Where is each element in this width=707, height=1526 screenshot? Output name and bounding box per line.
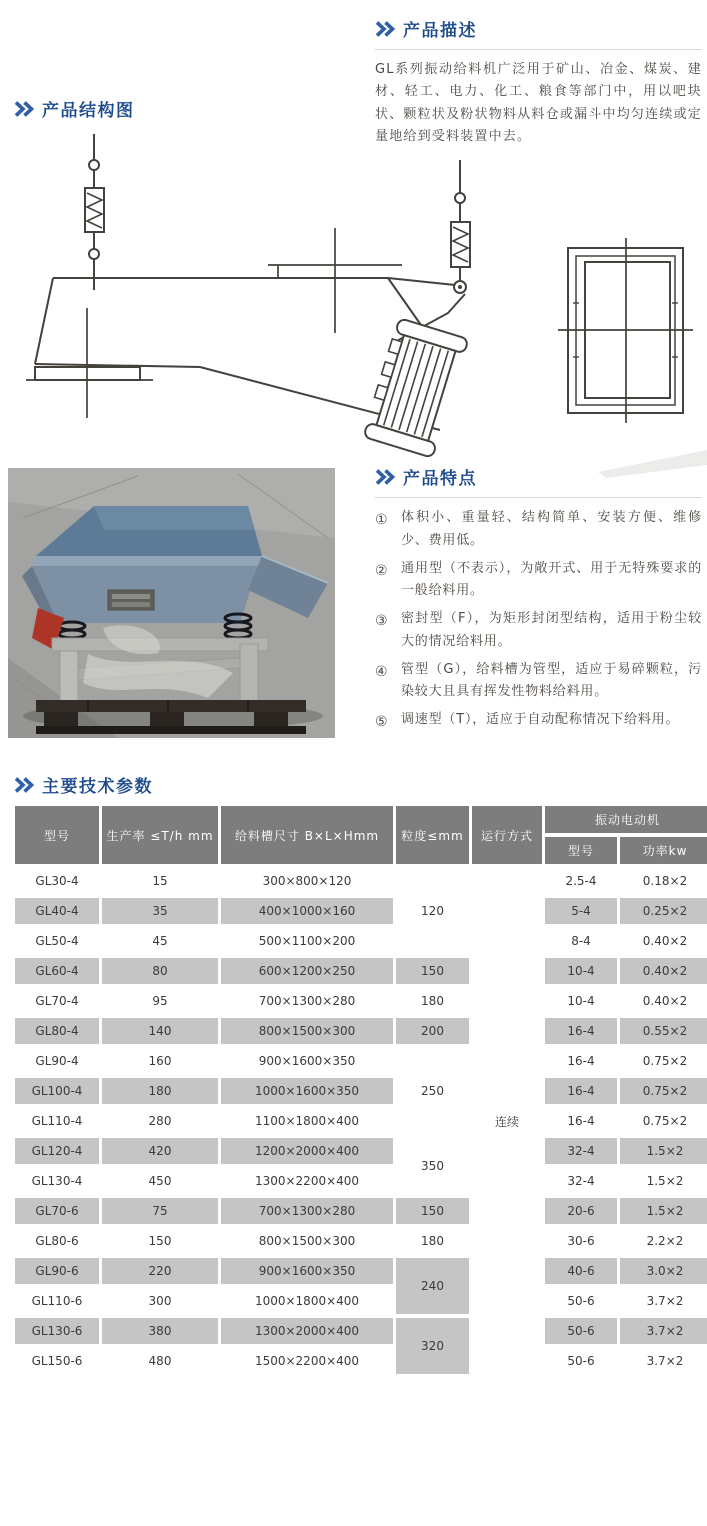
cell-capacity: 450 xyxy=(102,1168,218,1194)
feature-text: 体积小、重量轻、结构简单、安装方便、维修少、费用低。 xyxy=(401,510,702,548)
cell-power: 0.75×2 xyxy=(620,1078,707,1104)
cell-size: 1300×2000×400 xyxy=(221,1318,393,1344)
cell-capacity: 15 xyxy=(102,868,218,894)
cell-motor-model: 5-4 xyxy=(545,898,617,924)
features-title-row xyxy=(375,464,702,489)
cell-model: GL150-6 xyxy=(15,1348,99,1374)
cell-granularity: 320 xyxy=(396,1318,469,1374)
cell-capacity: 35 xyxy=(102,898,218,924)
cell-granularity: 120 xyxy=(396,868,469,954)
table-row xyxy=(15,958,707,984)
cell-capacity: 75 xyxy=(102,1198,218,1224)
cell-model: GL60-4 xyxy=(15,958,99,984)
cell-size: 1500×2200×400 xyxy=(221,1348,393,1374)
cell-motor-model: 2.5-4 xyxy=(545,868,617,894)
feature-text: 通用型（不表示），为敞开式、用于无特殊要求的一般给料用。 xyxy=(401,560,702,599)
cell-granularity: 200 xyxy=(396,1018,469,1044)
cell-motor-model: 10-4 xyxy=(545,988,617,1014)
cell-power: 0.75×2 xyxy=(620,1048,707,1074)
cell-power: 1.5×2 xyxy=(620,1168,707,1194)
table-row xyxy=(15,1198,707,1224)
product-photo xyxy=(8,468,335,738)
cell-capacity: 45 xyxy=(102,928,218,954)
cell-motor-model: 50-6 xyxy=(545,1288,617,1314)
double-chevron-icon xyxy=(375,21,396,37)
table-row xyxy=(15,1078,707,1104)
cell-size: 800×1500×300 xyxy=(221,1018,393,1044)
feature-item xyxy=(375,558,702,604)
cell-motor-model: 10-4 xyxy=(545,958,617,984)
title-underline xyxy=(375,49,702,50)
cell-model: GL110-6 xyxy=(15,1288,99,1314)
section-title-parameters: 主要技术参数 xyxy=(42,777,153,797)
cell-motor-model: 30-6 xyxy=(545,1228,617,1254)
cell-motor-model: 32-4 xyxy=(545,1168,617,1194)
cell-motor-model: 50-6 xyxy=(545,1348,617,1374)
cell-power: 1.5×2 xyxy=(620,1198,707,1224)
cell-motor-model: 8-4 xyxy=(545,928,617,954)
cell-size: 400×1000×160 xyxy=(221,898,393,924)
column-header-capacity: 生产率 ≤T/h mm xyxy=(102,806,218,864)
table-row xyxy=(15,988,707,1014)
cell-capacity: 180 xyxy=(102,1078,218,1104)
parameters-table-container xyxy=(12,802,695,1378)
feature-text: 密封型（F），为矩形封闭型结构，适用于粉尘较大的情况给料用。 xyxy=(401,611,702,649)
structure-title-row xyxy=(14,96,135,121)
cell-model: GL130-6 xyxy=(15,1318,99,1344)
section-title-structure: 产品结构图 xyxy=(42,101,135,121)
cell-model: GL30-4 xyxy=(15,868,99,894)
feature-text: 管型（G），给料槽为管型，适应于易碎颗粒，污染较大且具有挥发性物料给料用。 xyxy=(401,661,702,700)
structure-diagram-drawing xyxy=(10,130,700,462)
cell-mode: 连续 xyxy=(472,868,542,1374)
table-row xyxy=(15,1108,707,1134)
cell-size: 800×1500×300 xyxy=(221,1228,393,1254)
features-list xyxy=(375,507,702,735)
column-header-model: 型号 xyxy=(15,806,99,864)
parameters-table-header xyxy=(15,806,707,864)
cell-power: 1.5×2 xyxy=(620,1138,707,1164)
section-title-features: 产品特点 xyxy=(403,469,477,489)
double-chevron-icon xyxy=(375,469,396,485)
cell-model: GL120-4 xyxy=(15,1138,99,1164)
cell-granularity: 250 xyxy=(396,1048,469,1134)
cell-power: 0.40×2 xyxy=(620,988,707,1014)
description-title-row xyxy=(375,16,702,41)
feature-number: ④ xyxy=(375,663,388,680)
table-row xyxy=(15,868,707,894)
feature-item xyxy=(375,608,702,654)
table-row xyxy=(15,1168,707,1194)
feature-number: ⑤ xyxy=(375,714,388,730)
description-text: GL系列振动给料机广泛用于矿山、冶金、煤炭、建材、轻工、电力、化工、粮食等部门中，用以吧块状、颗粒状及粉状物料从料仓或漏斗中均匀连续或定量地给到受料装置中去。 xyxy=(375,62,702,145)
feature-text: 调速型（T），适应于自动配称情况下给料用。 xyxy=(401,712,680,727)
table-row xyxy=(15,928,707,954)
column-header-motor-group: 振动电动机 xyxy=(545,806,707,833)
cell-motor-model: 32-4 xyxy=(545,1138,617,1164)
cell-size: 300×800×120 xyxy=(221,868,393,894)
table-row xyxy=(15,1228,707,1254)
column-header-mode: 运行方式 xyxy=(472,806,542,864)
table-row xyxy=(15,898,707,924)
column-header-size: 给料槽尺寸 B×L×Hmm xyxy=(221,806,393,864)
table-row xyxy=(15,1048,707,1074)
table-row xyxy=(15,1318,707,1344)
cell-power: 0.18×2 xyxy=(620,868,707,894)
column-header-motor-model: 型号 xyxy=(545,837,617,864)
cell-power: 0.40×2 xyxy=(620,928,707,954)
cell-capacity: 150 xyxy=(102,1228,218,1254)
feature-number: ③ xyxy=(375,613,388,629)
cell-granularity: 180 xyxy=(396,988,469,1014)
cell-capacity: 300 xyxy=(102,1288,218,1314)
cell-power: 0.75×2 xyxy=(620,1108,707,1134)
cell-model: GL80-4 xyxy=(15,1018,99,1044)
cell-size: 1100×1800×400 xyxy=(221,1108,393,1134)
cell-capacity: 80 xyxy=(102,958,218,984)
cell-model: GL70-4 xyxy=(15,988,99,1014)
section-title-description: 产品描述 xyxy=(403,21,477,41)
cell-motor-model: 16-4 xyxy=(545,1108,617,1134)
cell-size: 1000×1800×400 xyxy=(221,1288,393,1314)
table-row xyxy=(15,1138,707,1164)
cell-motor-model: 40-6 xyxy=(545,1258,617,1284)
cell-size: 700×1300×280 xyxy=(221,1198,393,1224)
cell-motor-model: 20-6 xyxy=(545,1198,617,1224)
cell-size: 500×1100×200 xyxy=(221,928,393,954)
cell-power: 0.25×2 xyxy=(620,898,707,924)
parameters-table xyxy=(12,802,707,1378)
cell-model: GL50-4 xyxy=(15,928,99,954)
cell-size: 700×1300×280 xyxy=(221,988,393,1014)
feature-number: ② xyxy=(375,562,388,579)
cell-capacity: 380 xyxy=(102,1318,218,1344)
feature-number: ① xyxy=(375,512,388,528)
table-row xyxy=(15,1288,707,1314)
cell-size: 1300×2200×400 xyxy=(221,1168,393,1194)
cell-power: 3.7×2 xyxy=(620,1288,707,1314)
cell-capacity: 480 xyxy=(102,1348,218,1374)
cell-capacity: 280 xyxy=(102,1108,218,1134)
features-section xyxy=(375,464,702,740)
cell-motor-model: 50-6 xyxy=(545,1318,617,1344)
cell-size: 900×1600×350 xyxy=(221,1258,393,1284)
cell-power: 3.0×2 xyxy=(620,1258,707,1284)
column-header-granularity: 粒度≤mm xyxy=(396,806,469,864)
cell-model: GL90-6 xyxy=(15,1258,99,1284)
table-row xyxy=(15,1018,707,1044)
feature-item xyxy=(375,709,702,735)
table-row xyxy=(15,1348,707,1374)
cell-size: 1200×2000×400 xyxy=(221,1138,393,1164)
double-chevron-icon xyxy=(14,101,35,117)
cell-capacity: 95 xyxy=(102,988,218,1014)
cell-capacity: 420 xyxy=(102,1138,218,1164)
description-section xyxy=(375,16,702,148)
cell-granularity: 150 xyxy=(396,958,469,984)
cell-model: GL80-6 xyxy=(15,1228,99,1254)
cell-motor-model: 16-4 xyxy=(545,1078,617,1104)
cell-model: GL90-4 xyxy=(15,1048,99,1074)
cell-granularity: 180 xyxy=(396,1228,469,1254)
cell-power: 2.2×2 xyxy=(620,1228,707,1254)
parameters-table-body xyxy=(15,868,707,1374)
cell-motor-model: 16-4 xyxy=(545,1048,617,1074)
cell-granularity: 150 xyxy=(396,1198,469,1224)
cell-size: 600×1200×250 xyxy=(221,958,393,984)
cell-model: GL40-4 xyxy=(15,898,99,924)
cell-model: GL100-4 xyxy=(15,1078,99,1104)
parameters-title-row xyxy=(14,772,153,797)
cell-power: 0.55×2 xyxy=(620,1018,707,1044)
cell-model: GL70-6 xyxy=(15,1198,99,1224)
cell-size: 1000×1600×350 xyxy=(221,1078,393,1104)
cell-capacity: 160 xyxy=(102,1048,218,1074)
cell-model: GL110-4 xyxy=(15,1108,99,1134)
column-header-power: 功率kw xyxy=(620,837,707,864)
cell-granularity: 350 xyxy=(396,1138,469,1194)
feature-item xyxy=(375,659,702,705)
cell-power: 0.40×2 xyxy=(620,958,707,984)
cell-granularity: 240 xyxy=(396,1258,469,1314)
table-row xyxy=(15,1258,707,1284)
cell-model: GL130-4 xyxy=(15,1168,99,1194)
cell-power: 3.7×2 xyxy=(620,1348,707,1374)
double-chevron-icon xyxy=(14,777,35,793)
cell-capacity: 220 xyxy=(102,1258,218,1284)
cell-size: 900×1600×350 xyxy=(221,1048,393,1074)
cell-capacity: 140 xyxy=(102,1018,218,1044)
feature-item xyxy=(375,507,702,553)
title-underline xyxy=(375,497,702,498)
cell-motor-model: 16-4 xyxy=(545,1018,617,1044)
cell-power: 3.7×2 xyxy=(620,1318,707,1344)
